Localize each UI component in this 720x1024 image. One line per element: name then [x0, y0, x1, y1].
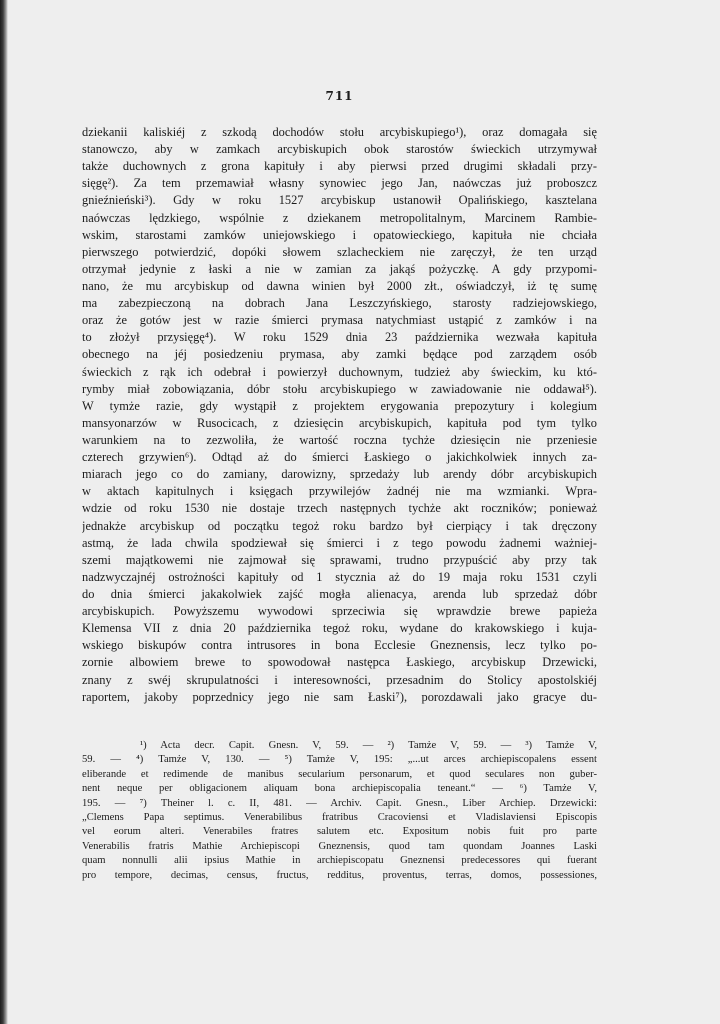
footnote-line: ¹) Acta decr. Capit. Gnesn. V, 59. — ²) Tamże V, 59. — ³) Tamże V,	[140, 740, 597, 751]
text-line: raportem, jakoby poprzednicy jego nie sam Łaski⁷), porozdawali jako gracye du-	[82, 689, 597, 704]
text-line: wskiego biskupów contra intrusores in bona Ecclesie Gneznensis, lecz tylko po-	[82, 638, 597, 653]
text-line: znany z swéj skrupulatności i interesowności, przesadnim do Stolicy apostolskiéj	[82, 672, 597, 687]
main-text	[82, 124, 597, 706]
text-line: warunkiem na to zezwoliła, że wartość roczna tychże dziesięcin nie przeniesie	[82, 432, 597, 447]
text-line: wskim, starostami zamków uniejowskiego i opatowieckiego, kapituła nie chciała	[82, 227, 597, 242]
text-line: miarach jego co do zamiany, darowizny, sprzedaży lub arendy dóbr arcybiskupich	[82, 467, 597, 482]
footnote-line: eliberande et redimende de manibus secularium personarum, et quod seculares non guber-	[82, 768, 597, 780]
text-line: arcybiskupich. Powyższemu wywodowi sprzeciwia się wprawdzie brewe papieża	[82, 604, 597, 619]
text-line: nano, że mu arcybiskup od dawna winien był 2000 złt., oświadczył, iż tę sumę	[82, 278, 597, 293]
text-line: dziekanii kaliskiéj z szkodą dochodów stołu arcybiskupiego¹), oraz domagała się	[82, 125, 597, 139]
footnote-line: 195. — ⁷) Theiner l. c. II, 481. — Archiv. Capit. Gnesn., Liber Archiep. Drzewicki:	[82, 797, 597, 809]
text-line: świeckich z rąk ich odebrał i powierzył duchownym, tudzież aby świeckim, ku któ-	[82, 364, 597, 379]
text-line: sięgę²). Za tem przemawiał własny synowiec jego Jan, naówczas już proboszcz	[82, 176, 597, 191]
footnote-line: nent neque per obligacionem aliquam bona archiepiscopalia teneant.“ — ⁶) Tamże V,	[82, 783, 597, 795]
footnote-line: Venerabilis fratris Mathie Archiepiscopi Gneznensis, quod tam quondam Joannes Laski	[82, 840, 597, 852]
text-line: W tymże razie, gdy wystąpił z projektem erygowania prepozytury i kolegium	[82, 398, 597, 413]
text-line: szemi majątkowemi nie zajmował się sprawami, trudno przypuścić aby przy tak	[82, 552, 597, 567]
text-line: zornie albowiem brewe to spowodował następca Łaskiego, arcybiskup Drzewicki,	[82, 655, 597, 670]
text-line: mansyonarzów w Rusocicach, z dziesięcin arcybiskupich, kapituła pod tym tylko	[82, 415, 597, 430]
text-line: naówczas lędzkiego, wspólnie z dziekanem metropolitalnym, Marcinem Rambie-	[82, 210, 597, 225]
text-line: obecnego na jéj posiedzeniu prymasa, aby zamki będące pod zarządem osób	[82, 347, 597, 362]
footnote-line: 59. — ⁴) Tamże V, 130. — ⁵) Tamże V, 195: „...ut arces archiepiscopalens essent	[82, 754, 597, 766]
text-line: także duchownych z grona kapituły i aby pierwsi przed drugimi składali przy-	[82, 159, 597, 174]
text-line: do dnia śmierci jakakolwiek zajść mogła alienacya, arenda lub sprzedaż dóbr	[82, 586, 597, 601]
text-line: jednakże arcybiskup od początku tegoż roku bardzo był cierpiący i tak dręczony	[82, 518, 597, 533]
text-line: otrzymał jedynie z łaski a nie w zamian za jakąś pożyczkę. A gdy przypomi-	[82, 261, 597, 276]
text-line: gnieźnieński³). Gdy w roku 1527 arcybiskup ustanowił Opalińskiego, kasztelana	[82, 193, 597, 208]
text-line: rymby miał zobowiązania, dóbr stołu arcybiskupiego w zawiadowanie nie oddawał⁵).	[82, 381, 597, 396]
text-line: to złożył przysięgę⁴). W roku 1529 dnia 23 października wezwała kapituła	[82, 330, 597, 345]
text-line: oraz że gotów jest w razie śmierci prymasa natychmiast ustąpić z zamków i na	[82, 313, 597, 328]
text-line: astmą, że lada chwila spodziewał się śmierci i z tego powodu żadnemi ważniej-	[82, 535, 597, 550]
text-line: Klemensa VII z dnia 20 października tegoż roku, wydane do krakowskiego i kuja-	[82, 621, 597, 636]
footnotes	[82, 739, 597, 883]
text-line: czterech grzywien⁶). Odtąd aż do śmierci Łaskiego o jakichkolwiek innych za-	[82, 450, 597, 465]
text-line: pierwszego potwierdzić, dopóki słowem szlacheckiem nie zaręczył, że ten urząd	[82, 244, 597, 259]
footnote-line: quam nonnulli alii ipsius Mathie in archiepiscopatu Gneznensi predecessores qui fuerant	[82, 855, 597, 867]
text-line: ma zabezpieczoną na dobrach Jana Leszczyńskiego, starosty radziejowskiego,	[82, 296, 597, 311]
footnote-line: pro tempore, decimas, census, fructus, redditus, proventus, terras, domos, possessiones,	[82, 869, 597, 881]
text-line: w aktach kapitulnych i księgach przywilejów żadnéj nie ma wzmianki. Wpra-	[82, 484, 597, 499]
text-line: nadzwyczajnéj ostrożności kapituły od 1 stycznia aż do 19 maja roku 1531 czyli	[82, 569, 597, 584]
footnote-line: „Clemens Papa septimus. Venerabilibus fratribus Cracoviensi et Vladislaviensi Episcopis	[82, 811, 597, 823]
footnote-line: vel eorum alteri. Venerabiles fratres salutem etc. Expositum nobis fuit pro parte	[82, 826, 597, 838]
book-page	[82, 0, 597, 1024]
text-line: stanowczo, aby w zamkach arcybiskupich obok starostów świeckich utrzymywał	[82, 142, 597, 157]
page-number: 711	[325, 89, 354, 103]
book-binding-edge	[0, 0, 8, 1024]
text-line: wdzie od roku 1530 nie dostaje trzech następnych tychże akt roczników; ponieważ	[82, 501, 597, 516]
